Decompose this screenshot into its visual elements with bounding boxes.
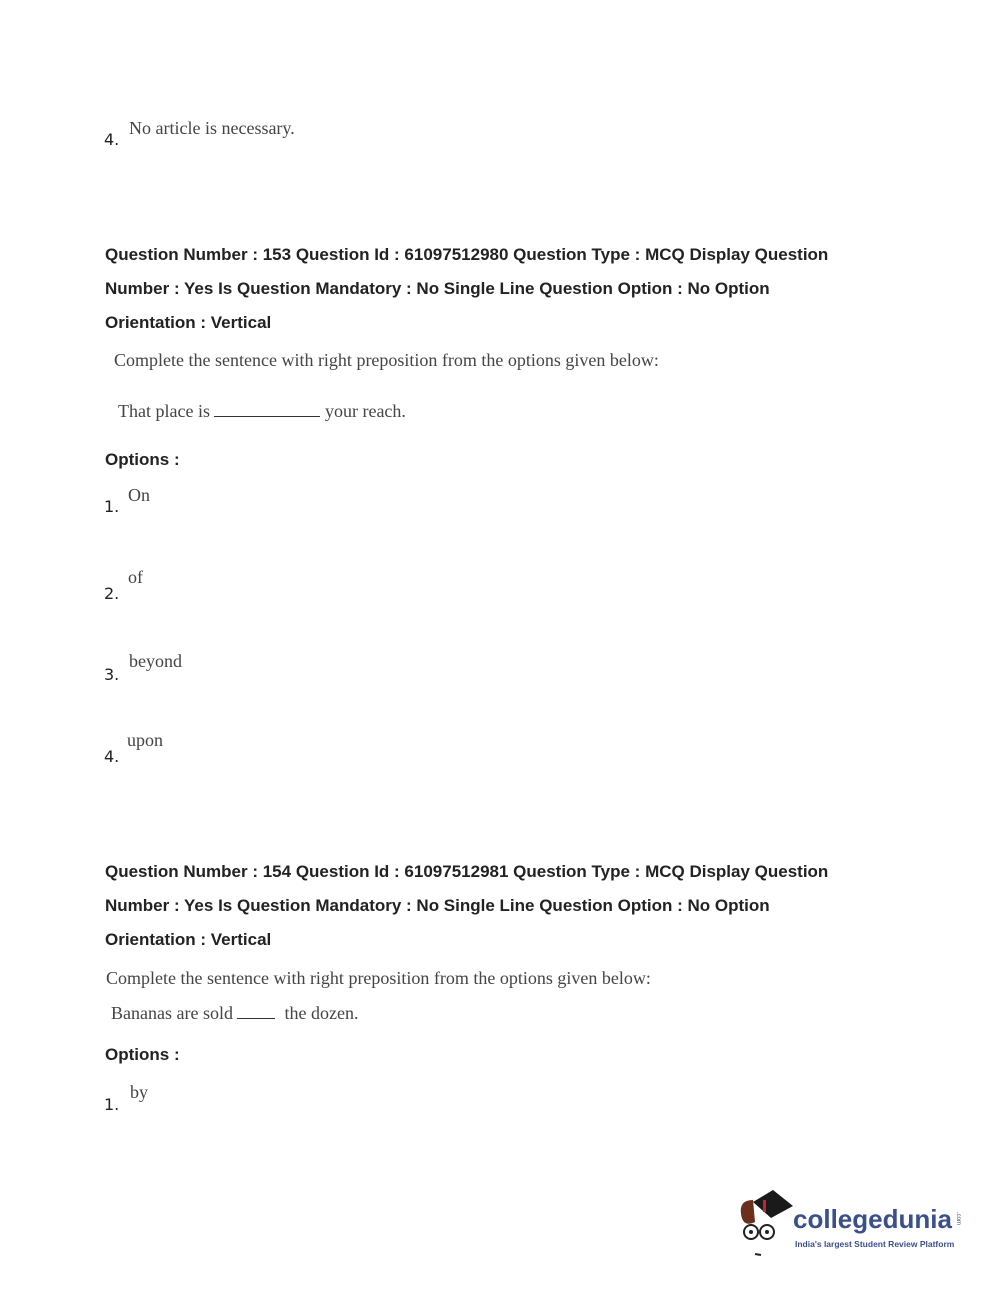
question-meta-line: Number : Yes Is Question Mandatory : No Single Line Question Option : No Option bbox=[105, 896, 770, 915]
question-instruction: Complete the sentence with right preposition from the options given below: bbox=[114, 350, 659, 370]
logo-wordmark bbox=[793, 1206, 961, 1232]
option-number: 4. bbox=[104, 747, 120, 766]
options-label: Options : bbox=[105, 1045, 180, 1064]
options-label: Options : bbox=[105, 450, 180, 469]
question-sentence bbox=[111, 1003, 358, 1024]
question-instruction: Complete the sentence with right preposition from the options given below: bbox=[106, 968, 651, 988]
answer-blank bbox=[237, 1018, 275, 1019]
answer-blank bbox=[214, 416, 320, 417]
sentence-end: the dozen. bbox=[284, 1003, 359, 1023]
option-number: 3. bbox=[104, 665, 120, 684]
question-meta-line: Orientation : Vertical bbox=[105, 930, 272, 949]
logo-name: collegedunia bbox=[793, 1204, 952, 1234]
option-number: 1. bbox=[104, 1095, 120, 1114]
collegedunia-logo bbox=[735, 1188, 985, 1260]
option-number: 1. bbox=[104, 497, 120, 516]
option-number: 2. bbox=[104, 584, 120, 603]
question-meta-line: Number : Yes Is Question Mandatory : No Single Line Question Option : No Option bbox=[105, 279, 770, 298]
logo-suffix: .com bbox=[954, 1212, 961, 1226]
question-meta-line: Orientation : Vertical bbox=[105, 313, 272, 332]
option-number: 4. bbox=[104, 130, 120, 149]
option-text: of bbox=[128, 567, 143, 587]
option-text: No article is necessary. bbox=[129, 118, 295, 138]
question-sentence bbox=[118, 401, 406, 422]
question-meta-line: Question Number : 154 Question Id : 61097512981 Question Type : MCQ Display Question bbox=[105, 862, 829, 881]
option-text: On bbox=[128, 485, 150, 505]
option-text: beyond bbox=[129, 651, 182, 671]
option-text: by bbox=[130, 1082, 148, 1102]
question-meta-line: Question Number : 153 Question Id : 61097512980 Question Type : MCQ Display Question bbox=[105, 245, 829, 264]
sentence-end: your reach. bbox=[324, 401, 406, 421]
mascot-icon bbox=[735, 1188, 795, 1258]
sentence-start: Bananas are sold bbox=[111, 1003, 233, 1023]
option-text: upon bbox=[127, 730, 163, 750]
logo-tagline: India's largest Student Review Platform bbox=[795, 1239, 955, 1249]
sentence-start: That place is bbox=[118, 401, 210, 421]
